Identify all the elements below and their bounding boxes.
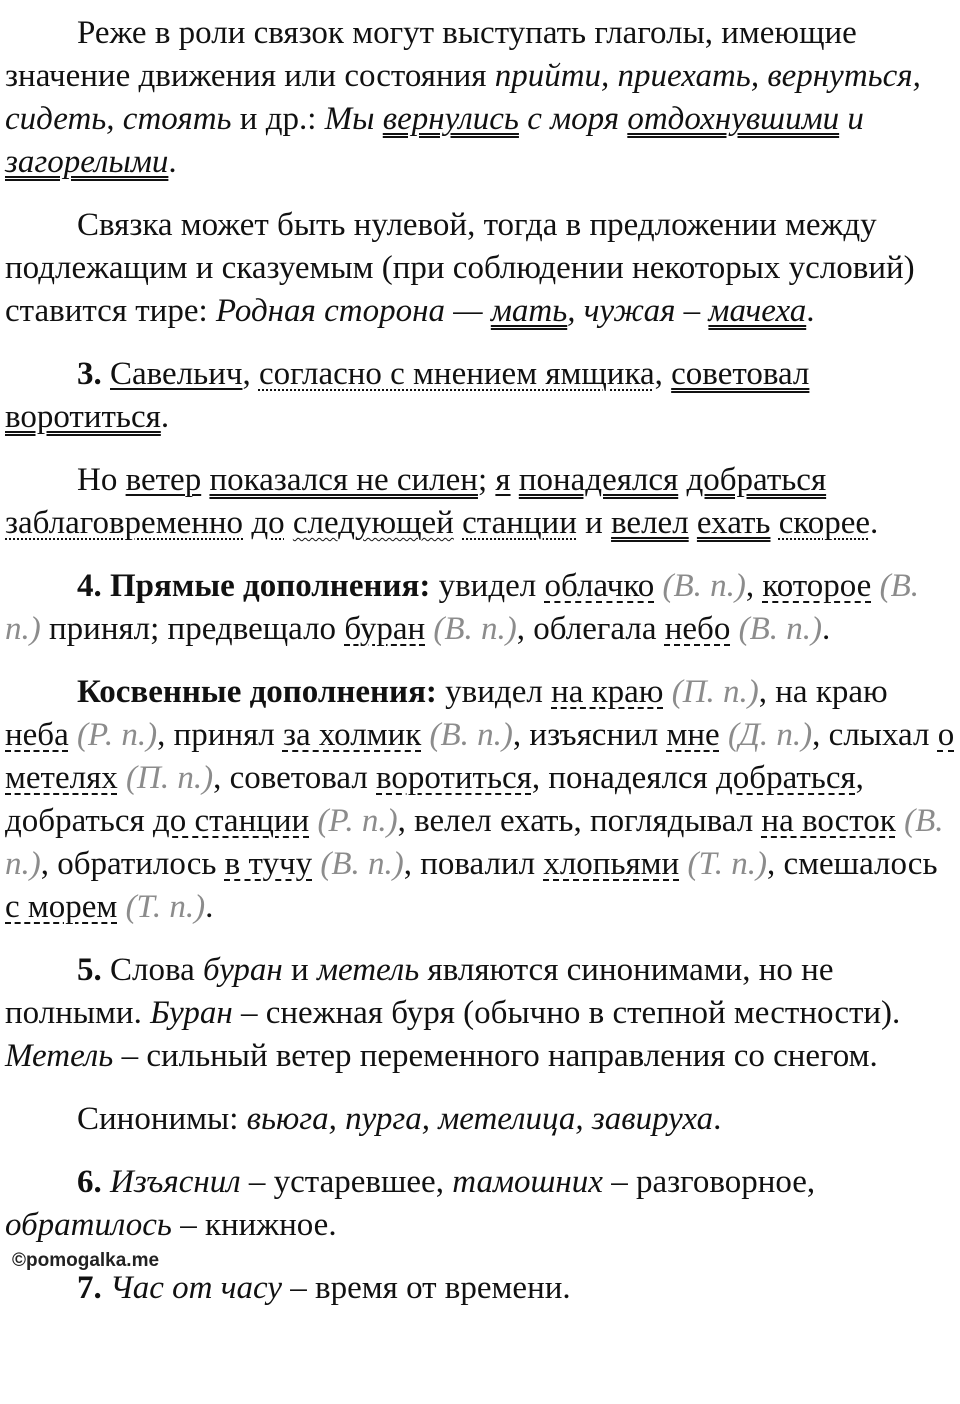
italic-term: Изъяснил <box>110 1164 241 1200</box>
text: увидел <box>430 568 545 604</box>
watermark: ©pomogalka.me <box>12 1250 160 1271</box>
text: , добраться <box>5 760 864 839</box>
text: увидел <box>436 674 552 710</box>
text <box>770 505 778 541</box>
paragraph-task-6 <box>5 1161 957 1247</box>
task-number: 7. <box>77 1270 102 1306</box>
italic-term: метель <box>316 952 420 988</box>
predicate-word: мать <box>490 293 568 329</box>
case-label: (П. п.) <box>126 760 214 796</box>
case-label: (П. п.) <box>671 674 759 710</box>
italic-term: буран <box>203 952 283 988</box>
text: и <box>576 505 612 541</box>
text: , советовал <box>213 760 377 796</box>
attribute-word: следующей <box>292 505 454 541</box>
paragraph-task-3 <box>5 353 957 439</box>
text <box>454 505 462 541</box>
subject-word: ветер <box>125 462 202 498</box>
text: – сильный ветер переменного направления со снегом. <box>113 1038 878 1074</box>
text: – снежная буря (обычно в степной местности). <box>232 995 901 1031</box>
paragraph-task-7 <box>5 1267 957 1310</box>
text <box>102 1270 110 1306</box>
object-word: небо <box>664 611 731 647</box>
task-number: 3. <box>77 356 102 392</box>
case-label: (В. п.) <box>738 611 822 647</box>
adverbial-word: станции <box>462 505 577 541</box>
text: , велел ехать, поглядывал <box>397 803 762 839</box>
adverbial-word: заблаговременно <box>5 505 244 541</box>
task-number: 6. <box>77 1164 102 1200</box>
italic-examples: прийти, приехать, вернуться, сидеть, стоять <box>5 58 921 137</box>
adverbial-phrase: согласно с мнением ямщика <box>258 356 655 392</box>
predicate-word: добраться <box>686 462 827 498</box>
text: принял; предвещало <box>40 611 345 647</box>
italic-term: Час от часу <box>110 1270 283 1306</box>
example-text: и <box>839 101 864 137</box>
object-word: на восток <box>761 803 896 839</box>
predicate-word: загорелыми <box>5 144 169 180</box>
text: – устаревшее, <box>240 1164 453 1200</box>
case-label: (В. п.) <box>5 568 919 647</box>
text <box>285 505 293 541</box>
case-label: (В. п.) <box>320 846 404 882</box>
text: Но <box>77 462 126 498</box>
predicate-word: велел <box>611 505 689 541</box>
text: . <box>160 399 170 435</box>
object-word: буран <box>344 611 426 647</box>
predicate-word: показался не силен <box>209 462 478 498</box>
italic-term: Метель <box>5 1038 114 1074</box>
task-number: 5. <box>77 952 102 988</box>
text: , <box>242 356 259 392</box>
text: , облегала <box>516 611 665 647</box>
text: . <box>713 1101 722 1137</box>
text: – книжное. <box>171 1207 337 1243</box>
object-word: добраться <box>716 760 856 796</box>
section-heading: Косвенные дополнения: <box>77 674 437 710</box>
text: – время от времени. <box>282 1270 571 1306</box>
text: , понадеялся <box>531 760 716 796</box>
text: . <box>168 144 177 180</box>
italic-term: обратилось <box>5 1207 172 1243</box>
object-word: до станции <box>152 803 310 839</box>
text: , слыхал <box>812 717 938 753</box>
section-heading: 4. Прямые дополнения: <box>77 568 431 604</box>
predicate-word: понадеялся <box>518 462 679 498</box>
paragraph-indirect-objects <box>5 671 957 929</box>
text: Связка может быть нулевой, тогда в предложении между подлежащим и сказуемым (при соблюдении некоторых условий) ставится тире: <box>5 207 915 329</box>
object-word: на краю <box>551 674 664 710</box>
paragraph-linking-verbs <box>5 12 957 184</box>
predicate-word: вернулись <box>382 101 519 137</box>
example-text: , чужая – <box>567 293 709 329</box>
object-word: о метелях <box>5 717 955 796</box>
object-word: неба <box>5 717 69 753</box>
example-text: Родная сторона — <box>215 293 491 329</box>
object-word: облачко <box>544 568 655 604</box>
case-label: (Р. п.) <box>317 803 398 839</box>
case-label: (Т. п.) <box>125 889 206 925</box>
text <box>511 462 519 498</box>
case-label: (Д. п.) <box>727 717 813 753</box>
subject-word: я <box>495 462 511 498</box>
object-word: которое <box>762 568 872 604</box>
case-label: (Т. п.) <box>687 846 767 882</box>
text: , <box>654 356 672 392</box>
predicate-word: мачеха <box>708 293 807 329</box>
paragraph-task-5 <box>5 949 957 1078</box>
text: Слова <box>101 952 204 988</box>
italic-term: тамошних <box>452 1164 603 1200</box>
italic-term: Буран <box>150 995 233 1031</box>
paragraph-synonyms <box>5 1098 957 1141</box>
document-body <box>5 12 957 1330</box>
text: являются синонимами, но не полными. <box>5 952 834 1031</box>
text: , изъяснил <box>512 717 667 753</box>
text: и др.: <box>231 101 325 137</box>
adverbial-word: до <box>251 505 285 541</box>
text: ; <box>477 462 496 498</box>
predicate-word: советовал воротиться <box>5 356 810 435</box>
text: Реже в роли связок могут выступать глаголы, имеющие значение движения или состояния <box>5 15 857 94</box>
text: , обратилось <box>40 846 225 882</box>
text: и <box>282 952 317 988</box>
text <box>689 505 697 541</box>
text: , принял <box>157 717 283 753</box>
object-word: мне <box>666 717 720 753</box>
text: – разговорное, <box>602 1164 816 1200</box>
object-word: за холмик <box>282 717 422 753</box>
object-word: с морем <box>5 889 118 925</box>
case-label: (В. п.) <box>5 803 944 882</box>
text: , повалил <box>403 846 544 882</box>
text: , смешалось <box>766 846 938 882</box>
predicate-word: отдохнувшими <box>627 101 840 137</box>
paragraph-zero-copula <box>5 204 957 333</box>
example-text: с моря <box>518 101 628 137</box>
text: . <box>205 889 214 925</box>
text: . <box>821 611 831 647</box>
object-word: в тучу <box>224 846 313 882</box>
object-word: хлопьями <box>543 846 680 882</box>
case-label: (В. п.) <box>429 717 513 753</box>
synonym-list: вьюга, пурга, метелица, завируха <box>246 1101 714 1137</box>
predicate-word: ехать <box>696 505 771 541</box>
case-label: (В. п.) <box>433 611 517 647</box>
example-text: Мы <box>324 101 383 137</box>
paragraph-direct-objects <box>5 565 957 651</box>
case-label: (В. п.) <box>662 568 746 604</box>
text: Синонимы: <box>77 1101 247 1137</box>
text <box>102 1164 110 1200</box>
adverbial-word: скорее <box>778 505 871 541</box>
case-label: (Р. п.) <box>77 717 158 753</box>
text: , <box>745 568 763 604</box>
object-word: воротиться <box>376 760 532 796</box>
subject-word: Савельич <box>110 356 243 392</box>
text: . <box>870 505 879 541</box>
text: . <box>806 293 815 329</box>
paragraph-sentence-analysis <box>5 459 957 545</box>
text: , на краю <box>758 674 888 710</box>
